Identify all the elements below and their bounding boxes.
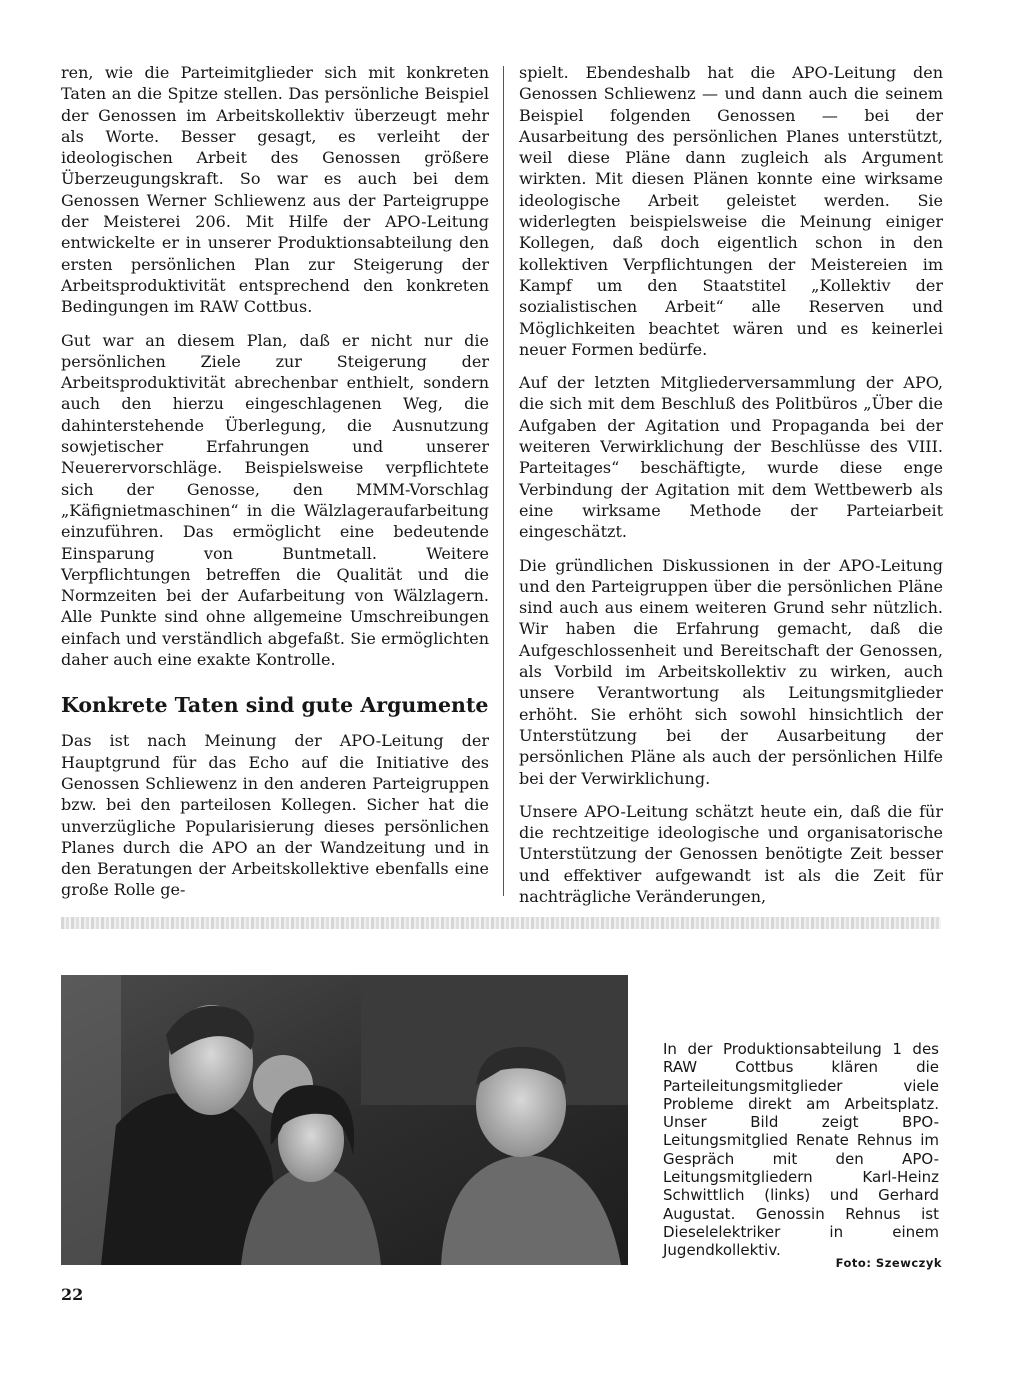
photo-credit: Foto: Szewczyk	[835, 1256, 942, 1270]
paragraph: Gut war an diesem Plan, daß er nicht nur die persönlichen Ziele zur Steigerung der Arbeitsproduktivität abrechenbar enthielt, sondern auch den hierzu eingeschlagenen Weg, die dahinterstehende Überlegung, die Ausnutzung sowjetischer Erfahrungen und unserer Neuerervorschläge. Beispielsweise verpflichtete sich der Genosse, den MMM-Vorschlag „Käfignietmaschinen“ in die Wälzlageraufarbeitung einzuführen. Das ermöglicht eine bedeutende Einsparung von Buntmetall. Weitere Verpflichtungen betreffen die Qualität und die Normzeiten bei der Aufarbeitung von Wälzlagern. Alle Punkte sind ohne allgemeine Umschreibungen einfach und verständlich abgefaßt. Sie ermöglichten daher auch eine exakte Kontrolle.	[61, 330, 489, 670]
paragraph: spielt. Ebendeshalb hat die APO-Leitung den Genossen Schliewenz — und dann auch die seinem Beispiel folgenden Genossen — bei der Ausarbeitung des persönlichen Planes unterstützt, weil diese Pläne dann zugleich als Argument wirkten. Mit diesen Plänen konnte eine wirksame ideologische Arbeit geleistet werden. Sie widerlegten beispielsweise die Meinung einiger Kollegen, daß doch eigentlich schon in den kollektiven Verpflichtungen der Meistereien im Kampf um den Staatstitel „Kollektiv der sozialistischen Arbeit“ alle Reserven und Möglichkeiten beachtet wären und es keinerlei neuer Formen bedürfe.	[519, 63, 943, 359]
paragraph: Auf der letzten Mitgliederversammlung der APO, die sich mit dem Beschluß des Politbüros „Über die Aufgaben der Agitation und Propaganda bei der weiteren Verwirklichung der Beschlüsse des VIII. Parteitages“ beschäftigte, wurde diese enge Verbindung der Agitation mit dem Wettbewerb als eine wirksame Methode der Parteiarbeit eingeschätzt.	[519, 373, 943, 542]
paragraph: ren, wie die Parteimitglieder sich mit konkreten Taten an die Spitze stellen. Das persönliche Beispiel der Genossen im Arbeitskollektiv überzeugt mehr als Worte. Besser gesagt, es verleiht der ideologischen Arbeit des Genossen größere Überzeugungskraft. So war es auch bei dem Genossen Werner Schliewenz aus der Parteigruppe der Meisterei 206. Mit Hilfe der APO-Leitung entwickelte er in unserer Produktionsabteilung den ersten persönlichen Plan zur Steigerung der Arbeitsproduktivität entsprechend den konkreten Bedingungen im RAW Cottbus.	[61, 63, 489, 317]
photo	[61, 975, 628, 1265]
paragraph: Das ist nach Meinung der APO-Leitung der Hauptgrund für das Echo auf die Initiative des Genossen Schliewenz in den anderen Parteigruppen bzw. bei den parteilosen Kollegen. Sicher hat die unverzügliche Popularisierung dieses persönlichen Planes durch die APO an der Wandzeitung und in den Beratungen der Arbeitskollektive ebenfalls eine große Rolle ge-	[61, 731, 489, 900]
right-column	[519, 62, 943, 907]
section-rule	[61, 917, 941, 929]
left-column	[61, 62, 489, 901]
paragraph: Unsere APO-Leitung schätzt heute ein, daß die für die rechtzeitige ideologische und organisatorische Unterstützung der Genossen benötigte Zeit besser und effektiver aufgewandt ist als die Zeit für nachträgliche Veränderungen,	[519, 801, 943, 906]
paragraph: Die gründlichen Diskussionen in der APO-Leitung und den Parteigruppen über die persönlichen Pläne sind auch aus einem weiteren Grund sehr nützlich. Wir haben die Erfahrung gemacht, daß die Aufgeschlossenheit und Bereitschaft der Genossen, als Vorbild im Arbeitskollektiv zu wirken, auch unsere Verantwortung als Leitungsmitglieder erhöht. Sie erhöht sich sowohl hinsichtlich der Unterstützung bei der Ausarbeitung der persönlichen Pläne als auch der persönlichen Hilfe bei der Verwirklichung.	[519, 555, 943, 788]
column-divider	[503, 66, 504, 896]
page-number: 22	[61, 1285, 84, 1304]
photo-illustration	[61, 975, 628, 1265]
photo-caption: In der Produktionsabteilung 1 des RAW Cottbus klären die Parteileitungsmitglieder viele Probleme direkt am Arbeitsplatz. Unser Bild zeigt BPO-Leitungsmitglied Renate Rehnus im Gespräch mit den APO-Leitungsmitgliedern Karl-Heinz Schwittlich (links) und Gerhard Augustat. Genossin Rehnus ist Dieselelektriker in einem Jugendkollektiv.	[663, 1040, 939, 1260]
section-heading: Konkrete Taten sind gute Argumente	[61, 693, 489, 718]
